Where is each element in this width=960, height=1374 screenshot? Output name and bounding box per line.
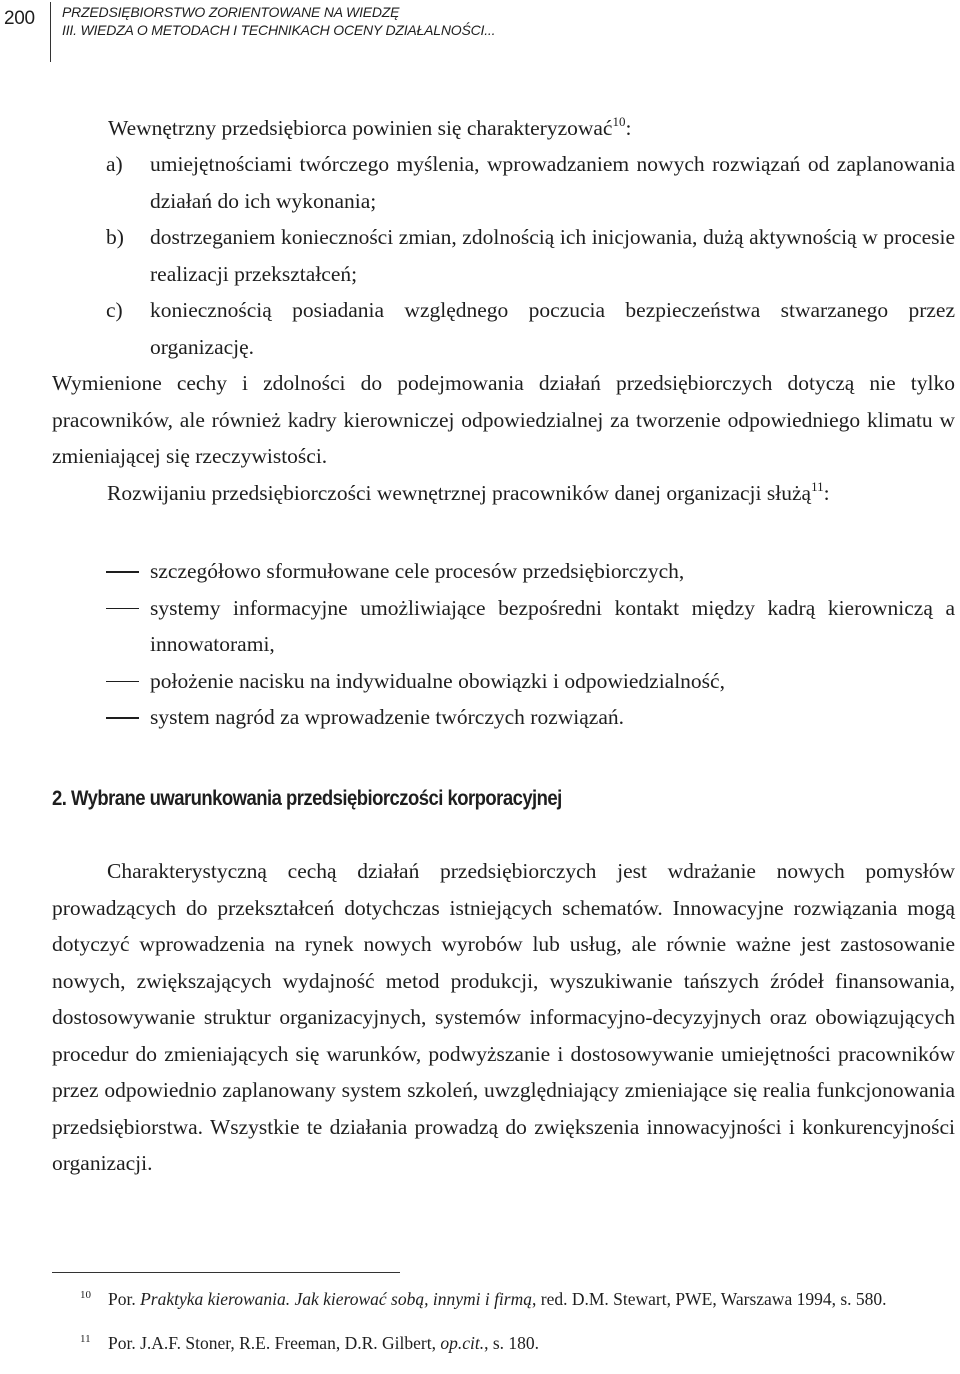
section-heading — [52, 787, 562, 811]
running-header-line-1: PRZEDSIĘBIORSTWO ZORIENTOWANE NA WIEDZĘ — [62, 4, 400, 20]
running-header-line-2: III. WIEDZA O METODACH I TECHNIKACH OCENY DZIAŁALNOŚCI... — [62, 22, 496, 38]
footnote-divider — [52, 1272, 400, 1273]
list-item-text: szczegółowo sformułowane cele procesów przedsiębiorczych, — [150, 559, 685, 583]
footnote-number: 10 — [80, 1289, 91, 1301]
list-item — [52, 663, 955, 700]
paragraph-development — [52, 475, 955, 512]
list-item-text: systemy informacyjne umożliwiające bezpośredni kontakt między kadrą kierowniczą a innowatorami, — [150, 595, 955, 656]
intro-text: Wewnętrzny przedsiębiorca powinien się charakteryzować — [108, 116, 613, 140]
list-item — [52, 292, 955, 365]
dash-bullet-icon — [106, 571, 139, 573]
trait-list — [52, 146, 955, 365]
list-item-label: a) — [106, 152, 123, 176]
dash-bullet-icon — [106, 608, 139, 610]
intro-sentence — [108, 110, 631, 147]
measures-list — [52, 553, 955, 736]
list-item-text: dostrzeganiem konieczności zmian, zdolnością ich inicjowania, dużą aktywnością w procesie realizacji przekształceń; — [150, 225, 955, 286]
list-item — [52, 219, 955, 292]
list-item-label: c) — [106, 298, 123, 322]
list-item — [52, 553, 955, 590]
dash-bullet-icon — [106, 717, 139, 719]
footnote-11 — [52, 1326, 955, 1356]
list-item-text: umiejętnościami twórczego myślenia, wprowadzaniem nowych rozwiązań od zaplanowania działań do ich wykonania; — [150, 152, 955, 213]
dash-bullet-icon — [106, 681, 139, 683]
list-item — [52, 146, 955, 219]
section-body — [52, 853, 955, 1182]
intro-colon: : — [625, 116, 632, 140]
paragraph-development-text: Rozwijaniu przedsiębiorczości wewnętrznej pracowników danej organizacji służą — [107, 480, 812, 505]
page-number: 200 — [4, 8, 35, 29]
footnote-title: op.cit. — [440, 1333, 485, 1353]
list-item — [52, 590, 955, 663]
paragraph-development-colon: : — [823, 480, 830, 505]
footnotes — [52, 1282, 955, 1370]
paragraph-traits: Wymienione cechy i zdolności do podejmowania działań przedsiębiorczych dotyczą nie tylko pracowników, ale również kadry kierowniczej odpowiedzialnej za tworzenie odpowiedniego klimatu w zmieniającej się rzeczywistości. — [52, 371, 955, 468]
footnote-ref-10[interactable]: 10 — [612, 114, 626, 129]
footnote-rest: , red. D.M. Stewart, PWE, Warszawa 1994, s. 580. — [532, 1289, 887, 1309]
list-item-label: b) — [106, 225, 124, 249]
list-item-text: koniecznością posiadania względnego poczucia bezpieczeństwa stwarzanego przez organizację. — [150, 298, 955, 359]
footnote-10 — [52, 1282, 955, 1312]
list-item-text: położenie nacisku na indywidualne obowiązki i odpowiedzialność, — [150, 668, 725, 693]
list-item-text: system nagród za wprowadzenie twórczych rozwiązań. — [150, 705, 624, 729]
footnote-prefix: Por. J.A.F. Stoner, R.E. Freeman, D.R. Gilbert, — [108, 1333, 441, 1353]
header-divider — [50, 2, 51, 62]
footnote-ref-11[interactable]: 11 — [811, 478, 824, 494]
footnote-prefix: Por. — [108, 1289, 141, 1309]
footnote-number: 11 — [80, 1333, 91, 1345]
section-title: Wybrane uwarunkowania przedsiębiorczości korporacyjnej — [70, 787, 562, 810]
running-header — [62, 3, 495, 39]
footnote-title: Praktyka kierowania. Jak kierować sobą, innymi i firmą — [140, 1289, 532, 1309]
footnote-rest: , s. 180. — [484, 1333, 540, 1353]
paragraph-innovation: Charakterystyczną cechą działań przedsiębiorczych jest wdrażanie nowych pomysłów prowadzących do przekształceń dotychczas istniejących schematów. Innowacyjne rozwiązania mogą dotyczyć wprowadzenia na rynek nowych wyrobów lub usług, ale równie ważne jest zastosowanie nowych, zwiększających wydajność metod produkcji, wyszukiwanie tańszych źródeł finansowania, dostosowywanie struktur organizacyjnych, systemów informacyjno-decyzyjnych oraz obowiązujących procedur do zmieniających się warunków, podwyższanie i dostosowywanie umiejętności pracowników przez odpowiednio zaplanowany system szkoleń, uwzględniający zmieniające się realia funkcjonowania przedsiębiorstwa. Wszystkie te działania prowadzą do zwiększenia innowacyjności i konkurencyjności organizacji. — [52, 859, 955, 1175]
list-item — [52, 699, 955, 736]
section-number: 2. — [52, 787, 67, 810]
body-paragraphs — [52, 365, 955, 511]
